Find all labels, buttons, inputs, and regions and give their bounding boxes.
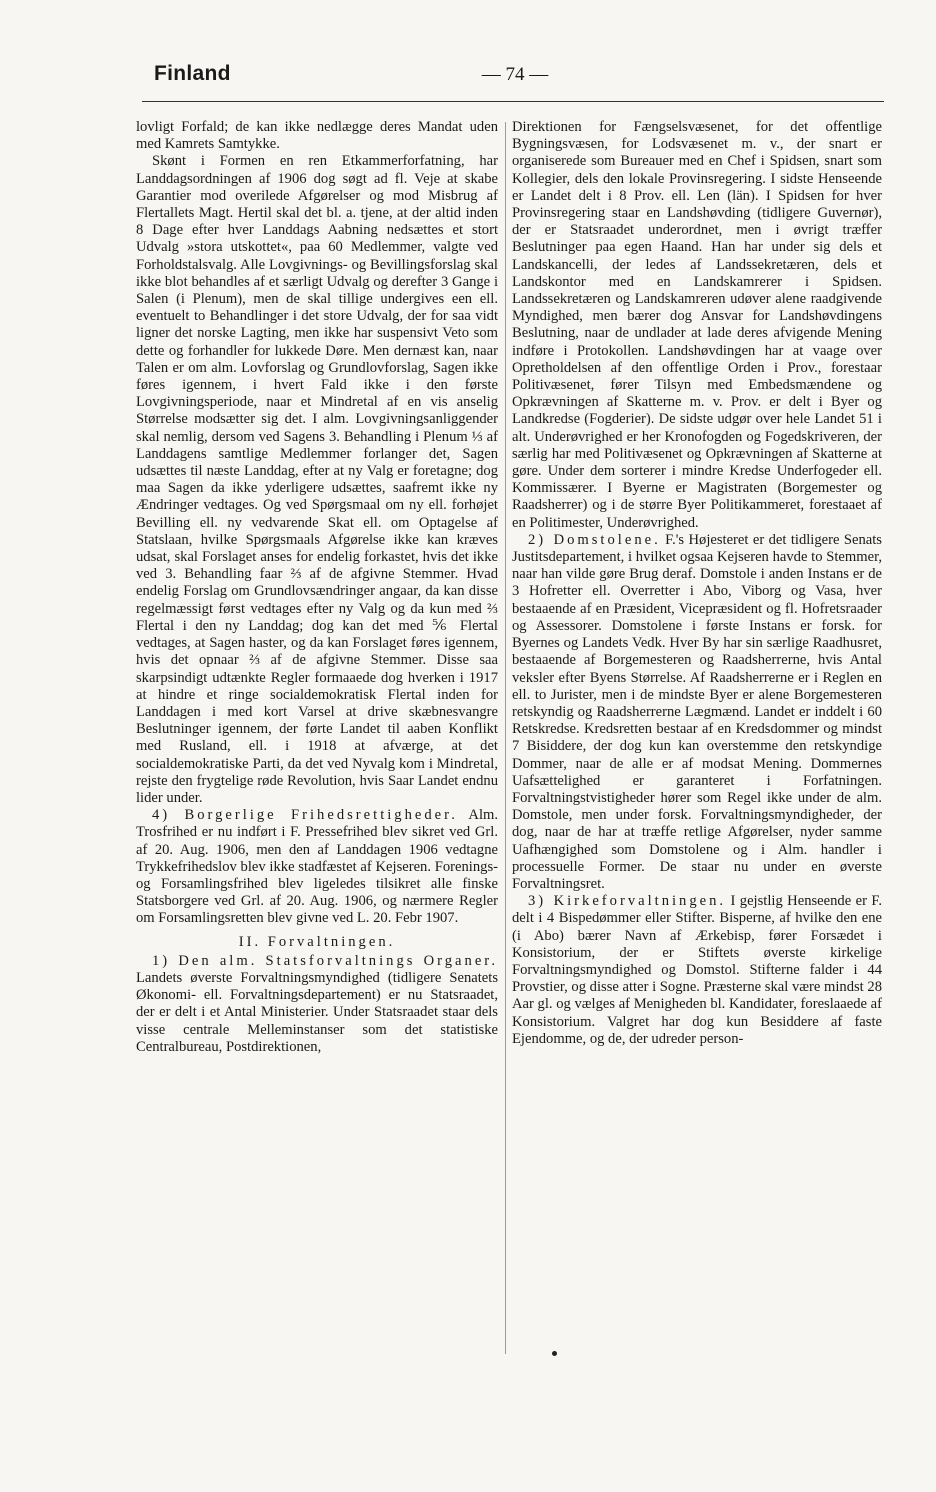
- header-rule: [142, 101, 884, 102]
- paragraph-text: Direktionen for Fængselsvæsenet, for det offentlige Bygningsvæsen, for Lodsvæsenet m. v., der snart er organiserede som Bureauer med en Chef i Spidsen, snart som Kollegier, dels den lokale Provinsregering. I sidste Henseende er Landet delt i 8 Prov. ell. Len (län). I Spidsen for hver Provinsregering staar en Landshøvding (tidligere Guvernør), der er Statsraadet underordnet, men i øvrigt træffer Beslutninger paa egen Haand. Han har under sig dels et Landskancelli, der ledes af Landssekretæren, dels et Landskontor med en Landskamrerer i Spidsen. Landssekretæren og Landskamreren udøver alene raadgivende Myndighed, men bærer dog Ansvar for Landshøvdingens Beslutning, naar de undlader at lade deres afvigende Mening indføre i Protokollen. Landshøvdingen har at vaage over Opretholdelsen af den offentlige Orden i Prov., forestaar Politivæsenet, fører Tilsyn med Embedsmændene og Opkrævningen af Skatterne m. v. Prov. er delt i Byer og Landkredse (Fogderier). De sidste udgør over hele Landet 51 i alt. Underøvrighed er her Kronofogden og Fogedskriveren, der særlig har med Politivæsenet og Opkrævningen af Skatterne at gøre. Under dem sorterer i mindre Kredse Underfogeder ell. Kommissærer. I Byerne er Magistraten (Borgemester og Raadsherrer) og i de større Byer Politikammeret, forestaaet af en Politimester, Underøvrighed.: [512, 119, 882, 531]
- paragraph-text: F.'s Højesteret er det tidligere Senats Justitsdepartement, i hvilket ogsaa Kejseren havde to Stemmer, naar han vilde gøre Brug deraf. Domstole i anden Instans er de 3 Hofretter ell. Overretter i Abo, Viborg og Vasa, hver bestaaende af en Præsident, Vicepræsident og fl. Hofretsraader og Assessorer. Domstolene i første Instans er forsk. for Byernes og Landets Vedk. Hver By har sin særlige Raadhusret, bestaaende af Borgemesteren og Raadsherrerne, hvis Antal veksler efter Byens Størrelse. Af Raadsherrerne er i Reglen en ell. to Jurister, men i de mindste Byer er alene Borgemesteren retskyndig og Raadsherrerne Lægmænd. Landet er inddelt i 60 Retskredse. Kredsretten bestaar af en Kredsdommer og mindst 7 Bisiddere, der dog kun kan overstemme den retskyndige Dommer, naar de alle er af modsat Mening. Dommernes Uafsættelighed er garanteret i Forfatningen. Forvaltningstvistigheder hører som Regel ikke under de alm. Domstole, men under forsk. Forvaltningsmyndigheder, der dog, naar de har at træffe retlige Afgørelser, nyder samme Uafhængighed som Domstolene og i Alm. handler i processuelle Former. De staar nu under en øverste Forvaltningsret.: [512, 531, 882, 892]
- paragraph: [136, 953, 498, 1056]
- column-divider: [505, 122, 506, 1354]
- section-heading: II. Forvaltningen.: [238, 933, 396, 950]
- paragraph-text: Landets øverste Forvaltningsmyndighed (tidligere Senatets Økonomi- ell. Forvaltningsdepartement) er nu Statsraadet, der er delt i et Antal Ministerier. Under Statsraadet staar dels visse centrale Melleminstanser som det statistiske Centralbureau, Postdirektionen,: [136, 969, 498, 1055]
- right-column: [512, 119, 882, 1359]
- paragraph: [512, 532, 882, 893]
- ink-dot: [552, 1351, 557, 1356]
- paragraph-lead: 1) Den alm. Statsforvaltnings Organer.: [152, 952, 498, 969]
- paragraph: [136, 153, 498, 807]
- paragraph: [136, 807, 498, 927]
- paragraph: [512, 893, 882, 1048]
- paragraph: [136, 119, 498, 153]
- page-number: — 74 —: [481, 64, 549, 85]
- left-column: [136, 119, 498, 1359]
- paragraph: [512, 119, 882, 532]
- paragraph-text: Skønt i Formen en ren Etkammerforfatning, har Landdagsordningen af 1906 dog søgt ad fl. Veje at skabe Garantier mod overilede Afgørelser og mod Misbrug af Flertallets Magt. Hertil skal det bl. a. tjene, at der altid inden 8 Dage efter hver Landdags Aabning nedsættes et stort Udvalg »stora utskottet«, paa 60 Medlemmer, valgte ved Forholdstalsvalg. Alle Lovgivnings- og Bevillingsforslag skal ikke blot behandles af et særligt Udvalg og derefter 3 Gange i Salen (i Plenum), men de skal tillige undergives een ell. eventuelt to Behandlinger i det store Udvalg, der for saa vidt ligner det norske Lagting, men ikke har suspensivt Veto som dette og forhandler for lukkede Døre. Men dernæst kan, naar Talen er om alm. Lovforslag og Grundlovforslag, Sagen ikke føres igennem, i hvert Fald ikke i den første Lovgivningsperiode, naar et Mindretal af en vis anselig Størrelse modsætter sig det. I alm. Lovgivningsanliggender skal nemlig, dersom ved Sagens 3. Behandling i Plenum ⅓ af Landdagens samtlige Medlemmer forlanger det, Sagen udsættes til næste Landdag, efter at ny Valg er foretagne; dog maa Sagen da ikke yderligere udsættes, saafremt ikke ny Ændringer vedtages. Og ved Spørgsmaal om ny ell. forhøjet Bevilling ell. ny vedvarende Skat ell. om Optagelse af Statslaan, hvilke Spørgsmaals Afgørelse ikke kan kræves udsat, skal Forslaget anses for endelig forkastet, hvis det ikke ved 3. Behandling faar ⅔ af de afgivne Stemmer. Hvad endelig Forslag om Grundlovsændringer angaar, da kan disse regelmæssigt først vedtages efter ny Valg og da kun med ⅔ Flertal i den ny Landdag; dog kan det med ⅚ Flertal vedtages, at Sagen haster, og da kan Forslaget føres igennem, hvis det opnaar ⅔ af de afgivne Stemmer. Disse saa skarpsindigt udtænkte Regler formaaede dog hverken i 1917 at hindre et ringe socialdemokratisk Flertal inden for Landdagen i med kort Varsel at drive skæbnesvangre Beslutninger igennem, der førte Landet til aaben Konflikt med Rusland, ell. i 1918 at afværge, at det socialdemokratiske Parti, da det ved Nyvalg kom i Mindretal, rejste den frygtelige røde Revolution, hvis Saar Landet endnu lider under.: [136, 153, 498, 806]
- paragraph-lead: 4) Borgerlige Frihedsrettigheder.: [152, 807, 458, 824]
- paragraph-lead: 3) Kirkeforvaltningen.: [528, 893, 727, 910]
- page-header: [140, 62, 886, 92]
- paragraph-text: Alm. Trosfrihed er nu indført i F. Pressefrihed blev sikret ved Grl. af 20. Aug. 1906, men den af Landdagen 1906 vedtagne Trykkefrihedslov blev ikke stadfæstet af Kejseren. Forenings- og Forsamlingsfrihed blev ligeledes tilsikret alle finske Statsborgere ved Grl. af 20. Aug. 1906, og nærmere Regler om Forsamlingsretten blev givne ved L. 20. Febr 1907.: [136, 807, 498, 927]
- paragraph-text: lovligt Forfald; de kan ikke nedlægge deres Mandat uden med Kamrets Samtykke.: [136, 119, 498, 153]
- paragraph-text: I gejstlig Henseende er F. delt i 4 Bispedømmer eller Stifter. Bisperne, af hvilke den ene (i Abo) bærer Navn af Ærkebisp, fører Forsædet i Konsistorium, der er Stiftets øverste kirkelige Forvaltningsmyndighed og Domstol. Stifterne falder i 44 Provstier, og disse atter i Sogne. Præsterne skal være mindst 28 Aar gl. og vælges af Menigheden bl. Kandidater, foreslaaede af Konsistorium. Valgret har dog kun Besiddere af faste Ejendomme, og de, der udreder person-: [512, 893, 882, 1047]
- running-title: Finland: [154, 62, 231, 85]
- paragraph-lead: 2) Domstolene.: [528, 531, 661, 548]
